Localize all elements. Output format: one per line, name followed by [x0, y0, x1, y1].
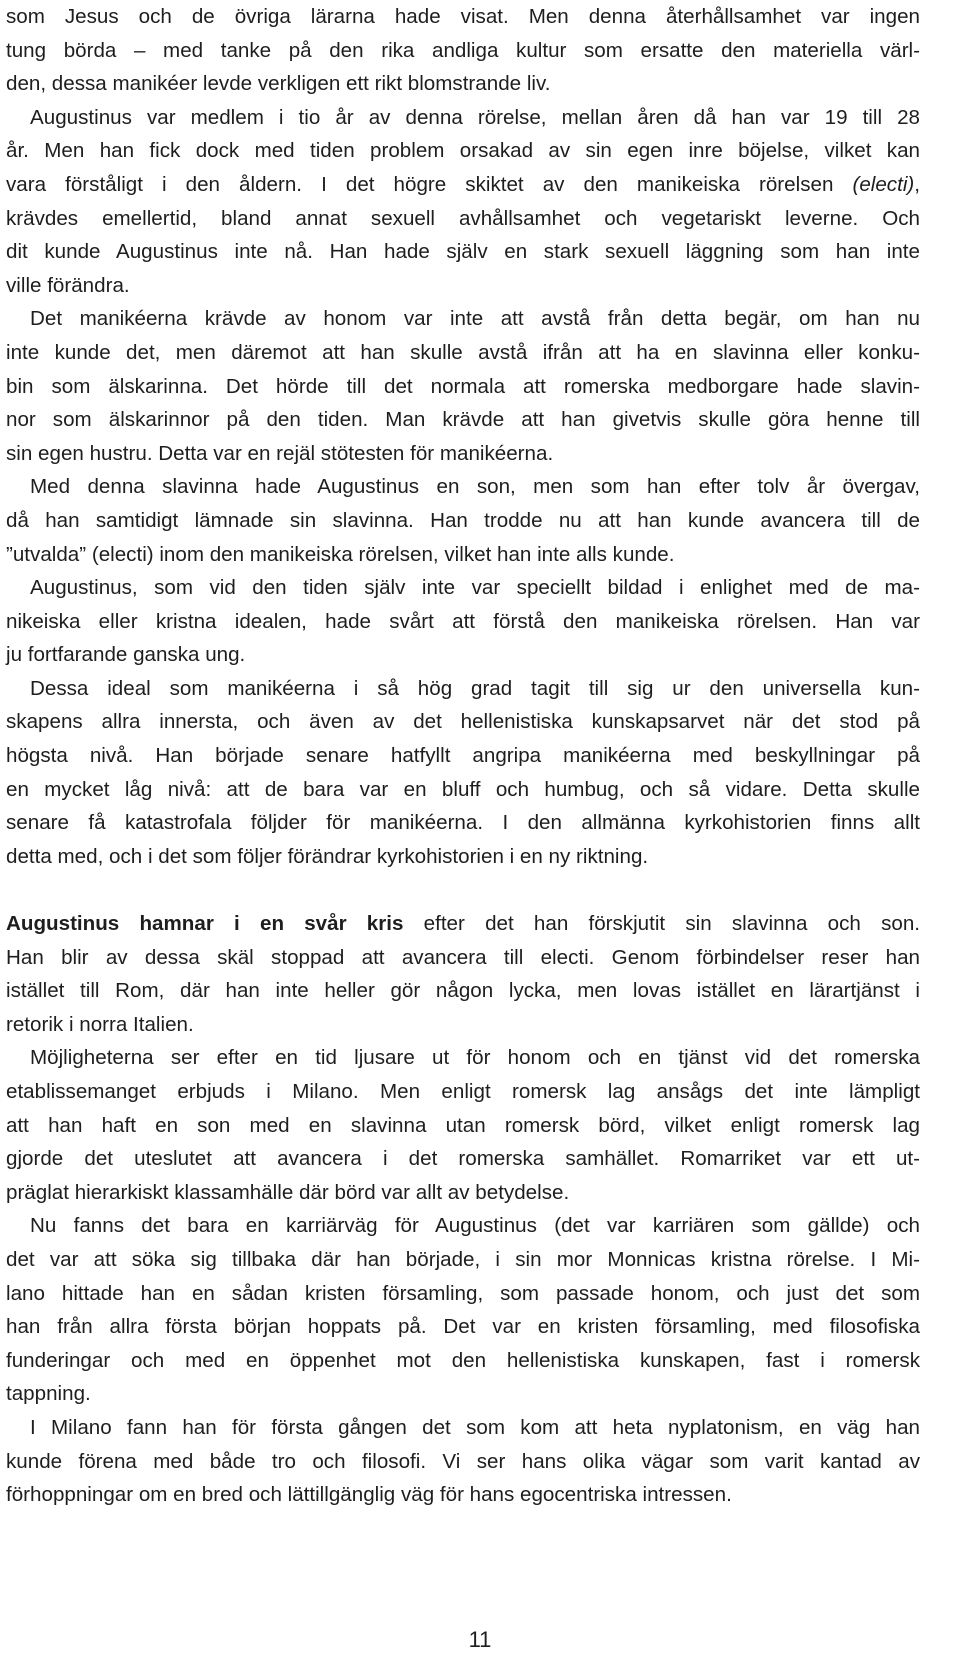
text-line: I Milano fann han för första gången det som kom att heta nyplatonism, en väg han — [30, 1415, 920, 1439]
text-line: bin som älskarinna. Det hörde till det normala att romerska medborgare hade slavin- — [6, 374, 920, 398]
text-line: skapens allra innersta, och även av det hellenistiska kunskapsarvet när det stod på — [6, 710, 920, 734]
text-line: högsta nivå. Han började senare hatfyllt angripa manikéerna med beskyllningar på — [6, 744, 920, 768]
text-line: ”utvalda” (electi) inom den manikeiska rörelsen, vilket han inte alls kunde. — [6, 542, 675, 566]
text-line: präglat hierarkiskt klassamhälle där börd var allt av betydelse. — [6, 1180, 570, 1204]
italic-term: (electi) — [852, 172, 915, 196]
body-text — [6, 0, 920, 1512]
text-line: gjorde det uteslutet att avancera i det romerska samhället. Romarriket var ett ut- — [6, 1147, 920, 1171]
text-line: då han samtidigt lämnade sin slavinna. Han trodde nu att han kunde avancera till de — [6, 508, 920, 532]
text-line: dit kunde Augustinus inte nå. Han hade själv en stark sexuell läggning som han inte — [6, 240, 920, 264]
text-line: retorik i norra Italien. — [6, 1012, 194, 1036]
text-line: Med denna slavinna hade Augustinus en son, men som han efter tolv år övergav, — [30, 475, 920, 499]
text-line: inte kunde det, men däremot att han skulle avstå ifrån att ha en slavinna eller konku- — [6, 340, 920, 364]
text-line: krävdes emellertid, bland annat sexuell avhållsamhet och vegetariskt leverne. Och — [6, 206, 920, 230]
text-line: kunde förena med både tro och filosofi. Vi ser hans olika vägar som varit kantad av — [6, 1449, 920, 1473]
text-line: istället till Rom, där han inte heller gör någon lycka, men lovas istället en lärartjänst i — [6, 979, 920, 1003]
text-line: tappning. — [6, 1382, 91, 1406]
text-line: ju fortfarande ganska ung. — [6, 643, 246, 667]
text-line: det var att söka sig tillbaka där han började, i sin mor Monnicas kristna rörelse. I Mi- — [6, 1247, 920, 1271]
text-segment: , — [914, 172, 920, 196]
text-line: sin egen hustru. Detta var en rejäl stötesten för manikéerna. — [6, 441, 554, 465]
text-line: Det manikéerna krävde av honom var inte att avstå från detta begär, om han nu — [30, 307, 920, 331]
text-line — [6, 168, 920, 202]
text-segment: vara förståligt i den åldern. — [6, 172, 303, 196]
text-line: han från allra första början hoppats på. Det var en kristen församling, med filosofiska — [6, 1315, 920, 1339]
text-line: etablissemanget erbjuds i Milano. Men enligt romersk lag ansågs det inte lämpligt — [6, 1080, 920, 1103]
text-segment: efter det han förskjutit sin slavinna och son. — [403, 912, 920, 936]
text-line: Möjligheterna ser efter en tid ljusare ut för honom och en tjänst vid det romerska — [30, 1046, 920, 1070]
section-gap — [6, 873, 920, 907]
text-line: tung börda – med tanke på den rika andliga kultur som ersatte den materiella värl- — [6, 38, 920, 62]
text-line: Han blir av dessa skäl stoppad att avancera till electi. Genom förbindelser reser han — [6, 945, 920, 969]
text-line: förhoppningar om en bred och lättillgänglig väg för hans egocentriska intressen. — [6, 1483, 732, 1507]
text-line: Nu fanns det bara en karriärväg för Augustinus (det var karriären som gällde) och — [30, 1214, 920, 1238]
text-line: nikeiska eller kristna idealen, hade svårt att förstå den manikeiska rörelsen. Han var — [6, 609, 920, 633]
text-line: funderingar och med en öppenhet mot den hellenistiska kunskapen, fast i romersk — [6, 1348, 920, 1372]
text-line: den, dessa manikéer levde verkligen ett rikt blomstrande liv. — [6, 72, 551, 96]
text-segment: I det högre skiktet av den manikeiska rörelsen — [302, 172, 853, 196]
text-line: en mycket låg nivå: att de bara var en bluff och humbug, och så vidare. Detta skulle — [6, 777, 920, 801]
text-line: år. Men han fick dock med tiden problem orsakad av sin egen inre böjelse, vilket kan — [6, 139, 920, 163]
text-line: som Jesus och de övriga lärarna hade visat. Men denna återhållsamhet var ingen — [6, 5, 920, 28]
text-line: Augustinus var medlem i tio år av denna rörelse, mellan åren då han var 19 till 28 — [30, 105, 920, 129]
section-lead-heading: Augustinus hamnar i en svår kris — [6, 912, 404, 936]
text-line — [6, 907, 920, 941]
page-number: 11 — [468, 1627, 492, 1652]
text-line: detta med, och i det som följer förändrar kyrkohistorien i en ny riktning. — [6, 844, 649, 868]
text-line: att han haft en son med en slavinna utan romersk börd, vilket enligt romersk lag — [6, 1113, 920, 1137]
text-line: ville förändra. — [6, 273, 130, 297]
text-line: Dessa ideal som manikéerna i så hög grad tagit till sig ur den universella kun- — [30, 676, 920, 700]
text-line: senare få katastrofala följder för manikéerna. I den allmänna kyrkohistorien finns allt — [6, 811, 920, 835]
text-line: Augustinus, som vid den tiden själv inte var speciellt bildad i enlighet med de ma- — [30, 576, 920, 600]
text-line: nor som älskarinnor på den tiden. Man krävde att han givetvis skulle göra henne till — [6, 408, 920, 432]
text-line: lano hittade han en sådan kristen församling, som passade honom, och just det som — [6, 1281, 920, 1305]
